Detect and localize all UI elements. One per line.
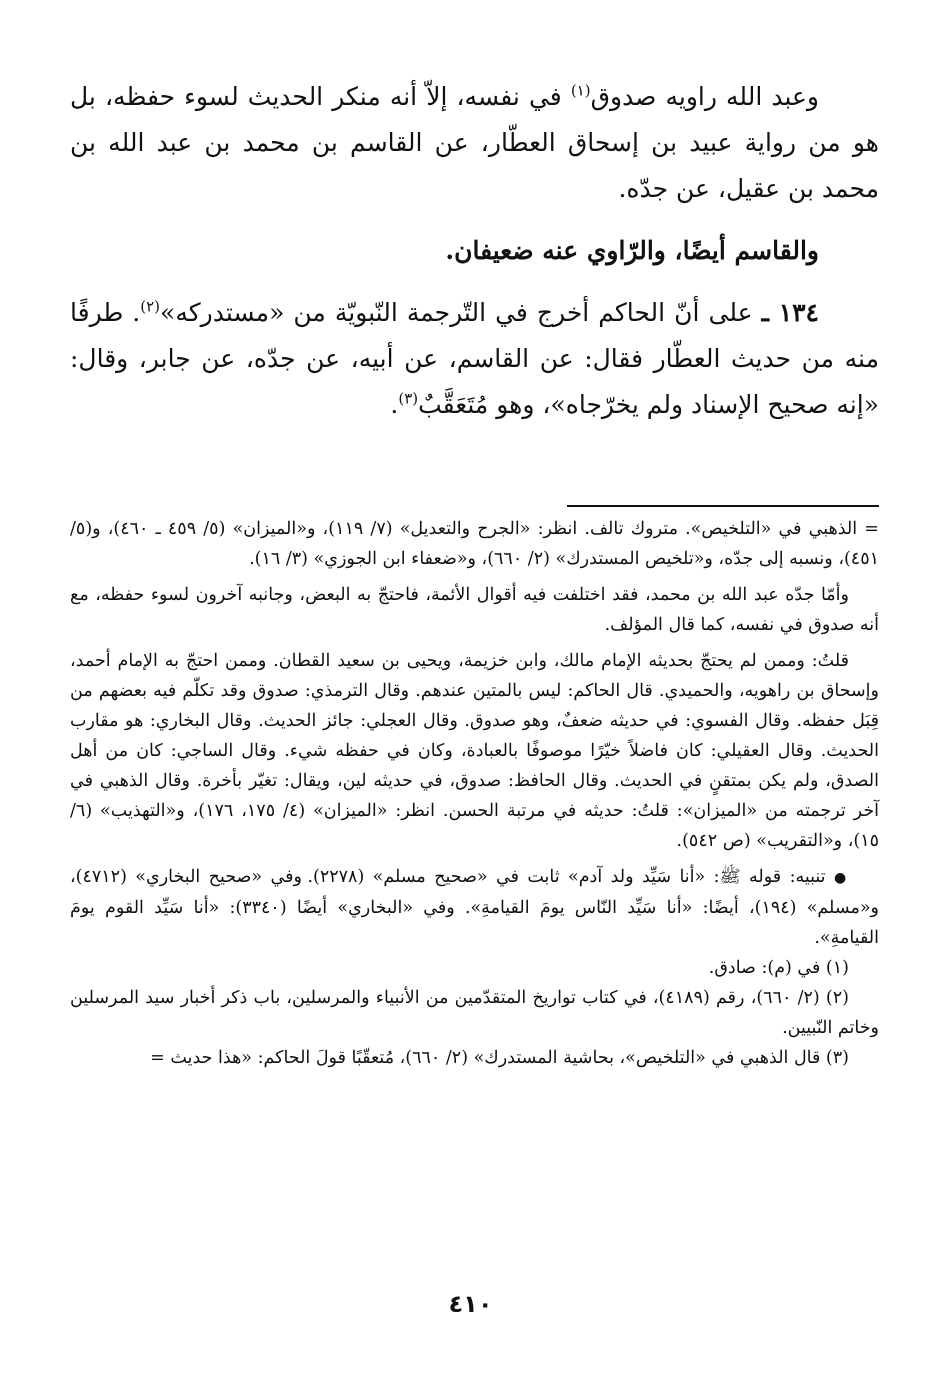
paragraph-3-text-b: . طرفًا منه من حديث العطّار فقال: عن القاسم، عن أبيه، عن جدّه، عن جابر، وقال: «إنه صحيح الإسناد ولم يخرّجاه»، وهو مُتَعَقَّبٌ [70, 298, 879, 419]
bullet-icon: ● [833, 870, 849, 886]
paragraph-3 [70, 290, 879, 428]
paragraph-1 [70, 74, 879, 212]
footnote-1: (١) في (م): صادق. [708, 958, 849, 978]
footnote-ref-3: (٣) [398, 389, 419, 408]
item-number: ١٣٤ ـ [761, 298, 819, 327]
paragraph-1-text-a: وعبد الله راويه صدوق [590, 82, 820, 111]
page-number: ٤١٠ [448, 1290, 493, 1318]
footnote-3: (٣) قال الذهبي في «التلخيص»، بحاشية المستدرك» (٢/ ٦٦٠)، مُتعقّبًا قولَ الحاكم: «هذا حديث = [150, 1048, 849, 1068]
paragraph-3-text-a: على أنّ الحاكم أخرج في التّرجمة النّبويّة من «مستدركه» [160, 298, 762, 327]
main-text [70, 74, 879, 428]
footnote-note [70, 862, 879, 953]
footnote-continuation: = الذهبي في «التلخيص». متروك تالف. انظر: «الجرح والتعديل» (٧/ ١١٩)، و«الميزان» (٥/ ٤٥٩ ـ ٤٦٠)، و(٥/ ٤٥١)، ونسبه إلى جدّه، و«تلخيص المستدرك» (٢/ ٦٦٠)، و«ضعفاء ابن الجوزي» (٣/ ١٦). [70, 519, 879, 569]
paragraph-2: والقاسم أيضًا، والرّاوي عنه ضعيفان. [445, 236, 819, 265]
footnote-note-text: تنبيه: قوله ﷺ: «أنا سَيِّد ولد آدم» ثابت في «صحيح مسلم» (٢٢٧٨). وفي «صحيح البخاري» (٤٧١٢)، و«مسلم» (١٩٤)، أيضًا: «أنا سَيِّد النّاس يومَ القيامةِ». وفي «البخاري» أيضًا (٣٣٤٠): «أنا سَيِّد القوم يومَ القيامةِ». [70, 867, 879, 948]
paragraph-1-text-b: في نفسه، إلاّ أنه منكر الحديث لسوء حفظه، بل هو من رواية عبيد بن إسحاق العطّار، عن القاسم بن محمد بن عبد الله بن محمد بن عقيل، عن جدّه. [70, 82, 879, 203]
footnotes [70, 514, 879, 1073]
footnote-separator [567, 505, 879, 507]
footnote-ref-2: (٢) [140, 297, 161, 316]
footnote-ref-1: (١) [570, 81, 591, 100]
paragraph-3-end: . [390, 390, 399, 419]
footnote-2: (٢) (٢/ ٦٦٠)، رقم (٤١٨٩)، في كتاب تواريخ المتقدّمين من الأنبياء والمرسلين، باب ذكر أخبار سيد المرسلين وخاتم النّبيين. [70, 988, 879, 1038]
footnote-paragraph: قلتُ: وممن لم يحتجّ بحديثه الإمام مالك، وابن خزيمة، ويحيى بن سعيد القطان. وممن احتجّ به الإمام أحمد، وإسحاق بن راهويه، والحميدي. قال الحاكم: ليس بالمتين عندهم. وقال الترمذي: صدوق وقد تكلّم فيه بعضهم من قِبَل حفظه. وقال الفسوي: في حديثه ضعفٌ، وهو صدوق. وقال العجلي: جائز الحديث. وقال البخاري: هو مقارب الحديث. وقال العقيلي: كان فاضلاً خيّرًا موصوفًا بالعبادة، وكان في حفظه شيء. وقال الساجي: كان من أهل الصدق، ولم يكن بمتقنٍ في الحديث. وقال الحافظ: صدوق، في حديثه لين، ويقال: تغيّر بأخرة. وقال الذهبي في آخر ترجمته من «الميزان»: قلتُ: حديثه في مرتبة الحسن. انظر: «الميزان» (٤/ ١٧٥، ١٧٦)، و«التهذيب» (٦/ ١٥)، و«التقريب» (ص ٥٤٢). [70, 651, 879, 851]
footnote-paragraph: وأمّا جدّه عبد الله بن محمد، فقد اختلفت فيه أقوال الأئمة، فاحتجّ به البعض، وجانبه آخرون لسوء حفظه، مع أنه صدوق في نفسه، كما قال المؤلف. [70, 585, 879, 635]
